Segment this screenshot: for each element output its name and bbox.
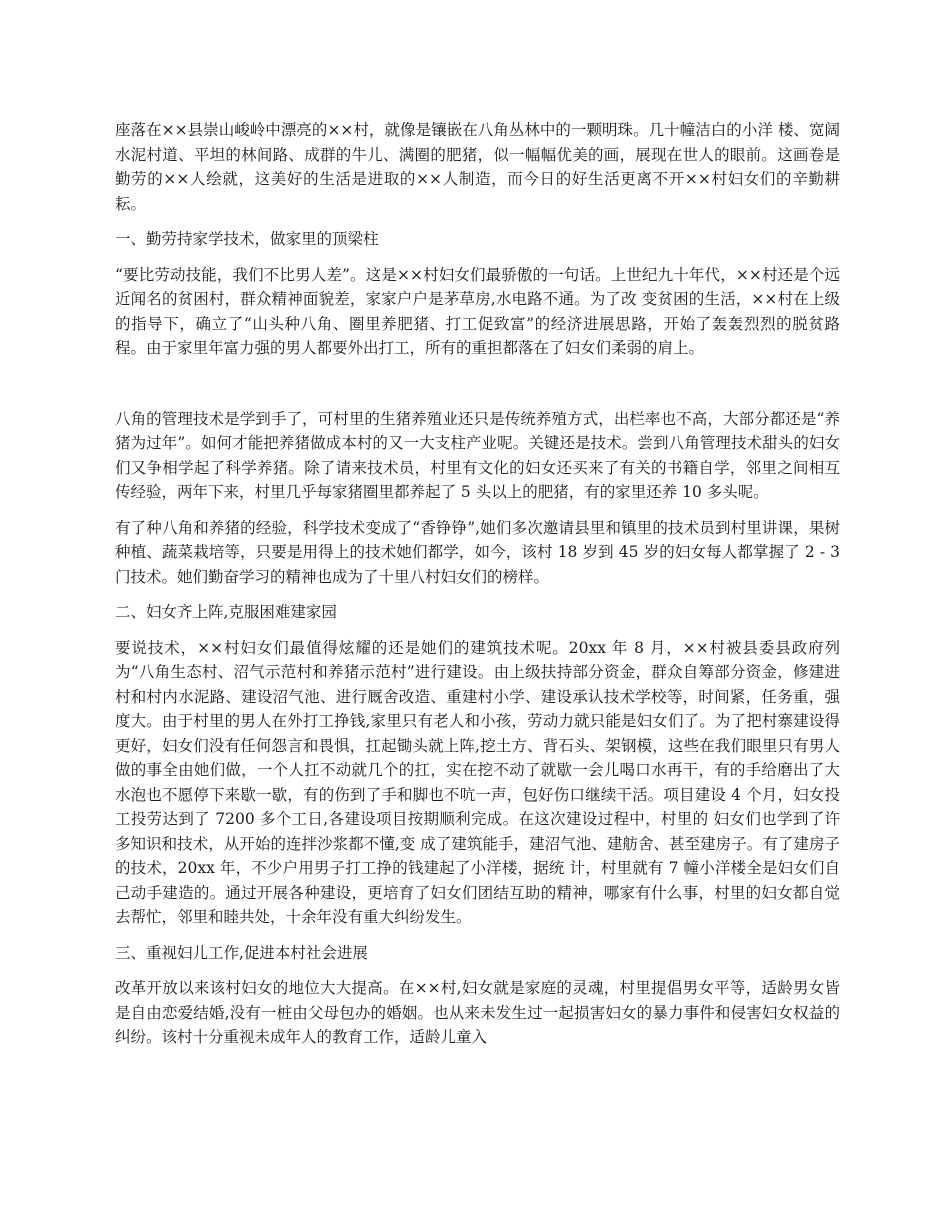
paragraph-construction: 要说技术，××村妇女们最值得炫耀的还是她们的建筑技术呢。20xx 年 8 月，××村被县委县政府列为“八角生态村、沼气示范村和养猪示范村”进行建设。由上级扶持部分资金，群众自筹部分资金，修建进村和村内水泥路、建设沼气池、进行厩舍改造、重建村小学、建设承认技术学校等，时间紧，任务重，强度大。由于村里的男人在外打工挣钱,家里只有老人和小孩，劳动力就只能是妇女们了。为了把村寨建设得更好，妇女们没有任何怨言和畏惧，扛起锄头就上阵,挖土方、背石头、架钢模，这些在我们眼里只有男人做的事全由她们做，一个人扛不动就几个的扛，实在挖不动了就歇一会儿喝口水再干，有的手给磨出了大水泡也不愿停下来歇一歇，有的伤到了手和脚也不吭一声，包好伤口继续干活。项目建设 4 个月，妇女投工投劳达到了 7200 多个工日,各建设项目按期顺利完成。在这次建设过程中，村里的 妇女们也学到了许多知识和技术，从开始的连拌沙浆都不懂,变 成了建筑能手，建沼气池、建舫舍、甚至建房子。有了建房子的技术，20xx 年，不少户用男子打工挣的钱建起了小洋楼，据统 计，村里就有 7 幢小洋楼全是妇女们自己动手建造的。通过开展各种建设，更培育了妇女们团结互助的精神，哪家有什么事，村里的妇女都自觉去帮忙，邻里和睦共处，十余年没有重大纠纷发生。	[115, 638, 840, 926]
blank-gap	[115, 372, 840, 407]
paragraph-technology-learning: 有了种八角和养猪的经验，科学技术变成了“香铮铮”,她们多次邀请县里和镇里的技术员到村里讲课，果树种植、蔬菜栽培等，只要是用得上的技术她们都学，如今，该村 18 岁到 45 岁的妇女每人都掌握了 2 - 3 门技术。她们勤奋学习的精神也成为了十里八村妇女们的榜样。	[115, 518, 840, 586]
section-heading-2: 二、妇女齐上阵,克服困难建家园	[115, 603, 337, 621]
intro-paragraph: 座落在××县崇山峻岭中漂亮的××村，就像是镶嵌在八角丛林中的一颗明珠。几十幢洁白的小洋 楼、宽阔水泥村道、平坦的林间路、成群的牛儿、满圈的肥猪，似一幅幅优美的画，展现在世人的眼前。这画卷是勤劳的××人绘就，这美好的生活是进取的××人制造，而今日的好生活更离不开××村妇女们的辛勤耕耘。	[115, 121, 840, 213]
section-heading-3: 三、重视妇儿工作,促进本村社会进展	[115, 943, 368, 962]
section-heading-1: 一、勤劳持家学技术，做家里的顶梁柱	[115, 230, 379, 248]
paragraph-labor-skills: “要比劳动技能，我们不比男人差”。这是××村妇女们最骄傲的一句话。上世纪九十年代，××村还是个远近闻名的贫困村，群众精神面貌差，家家户户是茅草房,水电路不通。为了改 变贫困的生活，××村在上级的指导下，确立了“山头种八角、圈里养肥猪、打工促致富”的经济进展思路，开始了轰轰烈烈的脱贫路程。由于家里年富力强的男人都要外出打工，所有的重担都落在了妇女们柔弱的肩上。	[115, 265, 840, 357]
paragraph-women-children: 改革开放以来该村妇女的地位大大提高。在××村,妇女就是家庭的灵魂，村里提倡男女平等，适龄男女皆是自由恋爱结婚,没有一桩由父母包办的婚姻。也从来未发生过一起损害妇女的暴力事件和侵害妇女权益的纠纷。该村十分重视未成年人的教育工作，适龄儿童入	[115, 979, 840, 1046]
paragraph-pig-farming: 八角的管理技术是学到手了，可村里的生猪养殖业还只是传统养殖方式，出栏率也不高，大部分都还是“养猪为过年”。如何才能把养猪做成本村的又一大支柱产业呢。关键还是技术。尝到八角管理技术甜头的妇女们又争相学起了科学养猪。除了请来技术员，村里有文化的妇女还买来了有关的书籍自学，邻里之间相互传经验，两年下来，村里几乎每家猪圈里都养起了 5 头以上的肥猪，有的家里还养 10 多头呢。	[115, 409, 840, 501]
document-body	[115, 118, 840, 1061]
